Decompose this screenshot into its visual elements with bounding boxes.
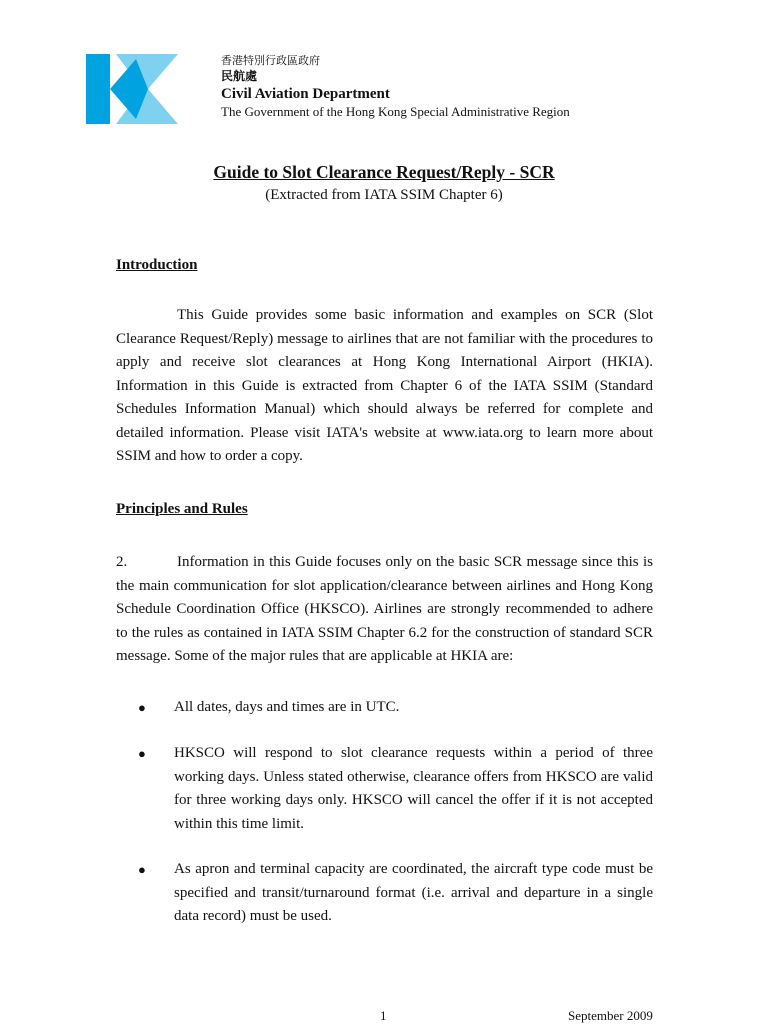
bullet-icon: ● [138,700,146,715]
chinese-department-name: 民航處 [221,69,258,83]
principles-heading: Principles and Rules [116,501,248,517]
introduction-paragraph: This Guide provides some basic information and examples on SCR (Slot Clearance Request/Reply) message to airlines that are not familiar with the procedures to apply and receive slot clearances at Hong Kong International Airport (HKIA). Information in this Guide is extracted from Chapter 6 of the IATA SSIM (Standard Schedules Information Manual) which should always be referred for complete and detailed information. Please visit IATA's website at www.iata.org to learn more about SSIM and how to order a copy. [116,307,653,464]
government-name: The Government of the Hong Kong Special Administrative Region [221,104,570,119]
page-number: 1 [380,1008,387,1023]
bullet-text: HKSCO will respond to slot clearance requests within a period of three working days. Unless stated otherwise, clearance offers from HKSCO are valid for three working days only. HKSCO will cancel the offer if it is not accepted within this time limit. [174,745,653,832]
document-title: Guide to Slot Clearance Request/Reply - SCR [213,162,555,182]
introduction-heading: Introduction [116,257,198,273]
chinese-government-name: 香港特別行政區政府 [221,54,320,67]
department-name: Civil Aviation Department [221,86,390,102]
bullet-item [138,696,653,720]
bullet-text: All dates, days and times are in UTC. [174,699,400,715]
cad-logo-icon [86,54,178,124]
cad-logo [86,54,178,124]
section-number: 2. [116,554,128,570]
principles-paragraph [116,551,653,669]
footer-date: September 2009 [568,1008,653,1023]
principles-text: Information in this Guide focuses only on the basic SCR message since this is the main communication for slot application/clearance between airlines and Hong Kong Schedule Coordination Office (HKSCO). Airlines are strongly recommended to adhere to the rules as contained in IATA SSIM Chapter 6.2 for the construction of standard SCR message. Some of the major rules that are applicable at HKIA are: [116,554,653,664]
bullet-icon: ● [138,862,146,877]
document-subtitle: (Extracted from IATA SSIM Chapter 6) [265,187,503,203]
bullet-item [138,742,653,836]
bullet-icon: ● [138,746,146,761]
bullet-text: As apron and terminal capacity are coordinated, the aircraft type code must be specified and transit/turnaround format (i.e. arrival and departure in a single data record) must be used. [174,861,653,924]
department-header [221,53,570,120]
bullet-item [138,858,653,929]
